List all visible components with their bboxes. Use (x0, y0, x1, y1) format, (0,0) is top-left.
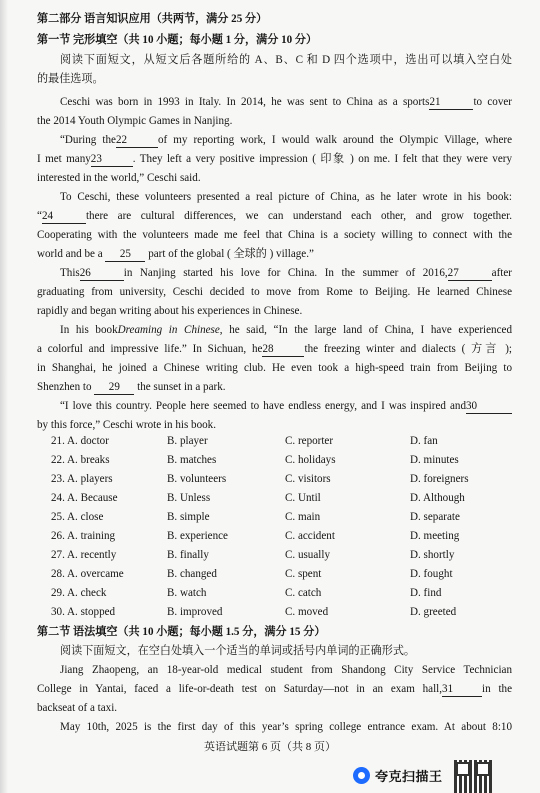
passage-line-10: This26 in Nanjing started his love for China. In the summer of 2016,27 after (60, 267, 512, 279)
page-footer: 英语试题第 6 页（共 8 页） (204, 741, 336, 753)
scanner-watermark (353, 764, 448, 786)
option-q29-C: C. catch (285, 587, 322, 599)
option-q23-B: B. volunteers (167, 473, 227, 485)
passage-line-13: In his bookDreaming in Chinese, he said, “In the large land of China, I have experienced (60, 324, 512, 336)
passage-line-16: Shenzhen to 29 the sunset in a park. (37, 381, 226, 393)
option-q30-A: 30. A. stopped (51, 606, 116, 618)
option-q23-D: D. foreigners (410, 473, 469, 485)
section1-instruction: 阅读下面短文，从短文后各题所给的 A、B、C 和 D 四个选项中，选出可以填入空白处 (60, 54, 512, 66)
passage-line-7: “24 there are cultural differences, we can understand each other, and grow together. (37, 210, 512, 222)
option-q22-D: D. minutes (410, 454, 459, 466)
passage-line-1: Ceschi was born in 1993 in Italy. In 2014, he was sent to China as a sports21 to cover (60, 96, 512, 108)
passage-line-2: the 2014 Youth Olympic Games in Nanjing. (37, 115, 233, 127)
blank-22: 22 (116, 134, 158, 148)
option-q22-B: B. matches (167, 454, 217, 466)
option-q28-B: B. changed (167, 568, 217, 580)
option-q25-D: D. separate (410, 511, 460, 523)
page-edge-shadow (0, 0, 8, 793)
option-q21-B: B. player (167, 435, 208, 447)
option-q27-C: C. usually (285, 549, 330, 561)
passage-line-9: world and be a 25 part of the global ( 全球的 ) village.” (37, 248, 314, 260)
option-q25-B: B. simple (167, 511, 210, 523)
option-q22-A: 22. A. breaks (51, 454, 110, 466)
blank-31: 31 (442, 683, 482, 697)
passage-line-11: graduating from university, Ceschi decided to move from Rome to Beijing. He learned Chinese (37, 286, 512, 298)
option-q26-C: C. accident (285, 530, 335, 542)
passage-line-12: rapidly and began writing about his experiences in Chinese. (37, 305, 303, 317)
blank-28: 28 (262, 343, 304, 357)
option-q30-B: B. improved (167, 606, 223, 618)
option-q27-D: D. shortly (410, 549, 455, 561)
blank-29: 29 (94, 381, 134, 395)
option-q21-D: D. fan (410, 435, 438, 447)
option-q24-A: 24. A. Because (51, 492, 118, 504)
option-q29-A: 29. A. check (51, 587, 107, 599)
option-q27-B: B. finally (167, 549, 209, 561)
passage-line-15: in Shanghai, he joined a Chinese writing club. He even took a high-speed train from Beijing to (37, 362, 512, 374)
option-q24-B: B. Unless (167, 492, 211, 504)
option-q27-A: 27. A. recently (51, 549, 117, 561)
option-q23-C: C. visitors (285, 473, 331, 485)
option-q30-D: D. greeted (410, 606, 457, 618)
blank-24: 24 (42, 210, 86, 224)
option-q25-A: 25. A. close (51, 511, 104, 523)
section1-instruction-end: 的最佳选项。 (37, 73, 104, 85)
passage-line-17: “I love this country. People here seemed to have endless energy, and I was inspired and30 (60, 398, 512, 414)
passage-line-6: To Ceschi, these volunteers presented a real picture of China, as he later wrote in his book: (60, 191, 512, 203)
option-q21-C: C. reporter (285, 435, 334, 447)
option-q29-D: D. find (410, 587, 442, 599)
grammar-line-4: May 10th, 2025 is the first day of this year’s spring college entrance exam. At about 8:10 (60, 721, 512, 733)
blank-30: 30 (466, 400, 512, 414)
option-q28-D: D. fought (410, 568, 453, 580)
blank-21: 21 (429, 96, 473, 110)
part-heading: 第二部分 语言知识应用（共两节，满分 25 分） (37, 13, 268, 25)
passage-line-4: I met many23 . They left a very positive impression ( 印象 ) on me. I felt that they were very (37, 153, 512, 165)
option-q24-D: D. Although (410, 492, 465, 504)
passage-line-18: by this force,” Ceschi wrote in his book. (37, 419, 217, 431)
option-q22-C: C. holidays (285, 454, 336, 466)
passage-line-14: a colorful and impressive life.” In Sichuan, he28 the freezing winter and dialects ( 方言 ); (37, 343, 512, 355)
option-q30-C: C. moved (285, 606, 329, 618)
option-q26-A: 26. A. training (51, 530, 116, 542)
option-q23-A: 23. A. players (51, 473, 113, 485)
qr-code-icon (454, 760, 492, 793)
section2-heading: 第二节 语法填空（共 10 小题；每小题 1.5 分，满分 15 分） (37, 626, 326, 638)
blank-23: 23 (91, 153, 133, 167)
passage-line-5: interested in the world,” Ceschi said. (37, 172, 201, 184)
grammar-line-2: College in Yantai, faced a life-or-death test on Saturday—not in an exam hall,31 in the (37, 683, 512, 695)
scanner-brand-name: 夸克扫描王 (375, 769, 443, 785)
blank-26: 26 (80, 267, 124, 281)
grammar-line-3: backseat of a taxi. (37, 702, 118, 714)
blank-25: 25 (105, 248, 145, 262)
option-q28-A: 28. A. overcame (51, 568, 124, 580)
quark-logo-icon (353, 767, 370, 784)
option-q29-B: B. watch (167, 587, 207, 599)
option-q28-C: C. spent (285, 568, 322, 580)
option-q26-B: B. experience (167, 530, 228, 542)
section1-heading: 第一节 完形填空（共 10 小题；每小题 1 分，满分 10 分） (37, 34, 318, 46)
option-q25-C: C. main (285, 511, 321, 523)
section2-instruction: 阅读下面短文，在空白处填入一个适当的单词或括号内单词的正确形式。 (60, 645, 416, 657)
passage-line-3: “During the22 of my reporting work, I would walk around the Olympic Village, where (60, 134, 513, 146)
grammar-line-1: Jiang Zhaopeng, an 18-year-old medical student from Shandong City Service Technician (60, 664, 512, 676)
option-q24-C: C. Until (285, 492, 321, 504)
blank-27: 27 (448, 267, 492, 281)
option-q21-A: 21. A. doctor (51, 435, 109, 447)
option-q26-D: D. meeting (410, 530, 460, 542)
passage-line-8: Cooperating with the volunteers made me feel that China is a society willing to connect with the (37, 229, 512, 241)
book-title: Dreaming in Chinese (117, 324, 220, 336)
